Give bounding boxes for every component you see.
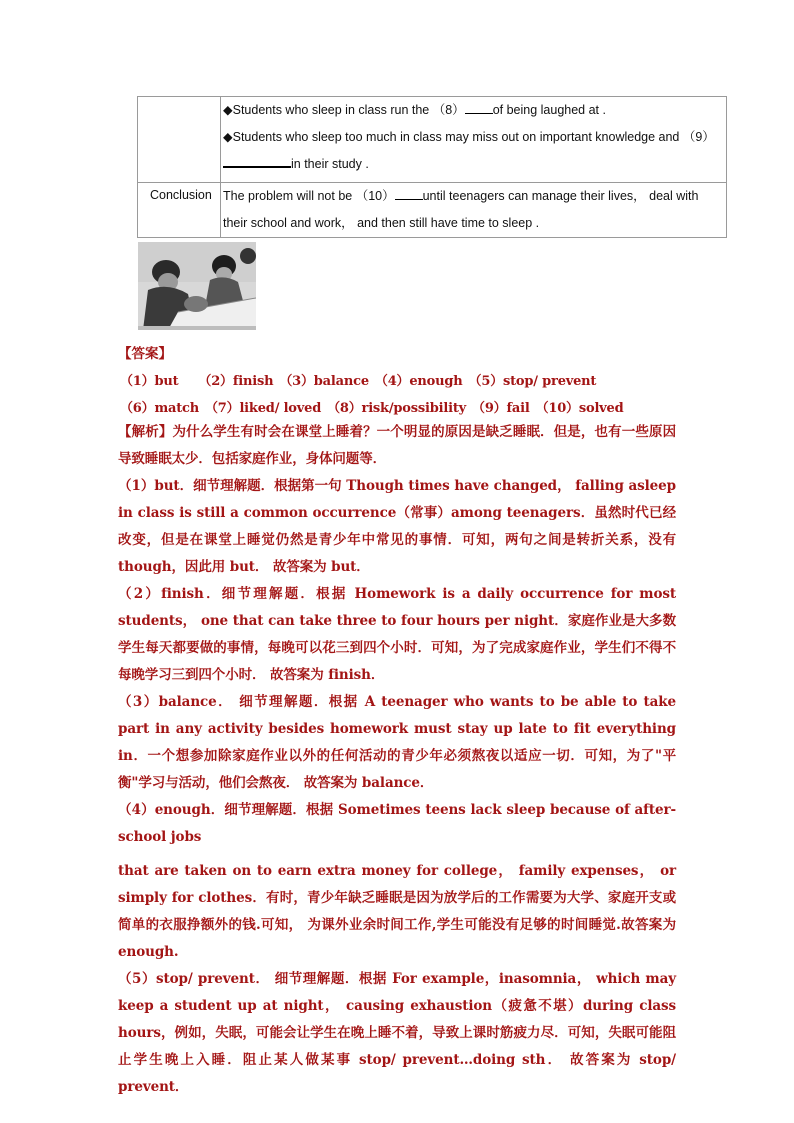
conclusion-label: Conclusion — [150, 188, 212, 202]
students-sleeping-photo — [138, 242, 256, 330]
table-line: their school and work， and then still have time to sleep . — [223, 216, 540, 230]
analysis-paragraph-5: （5）stop/ prevent． 细节理解题．根据 For example，inasomnia， which may keep a student up at night， causing exhaustion（疲惫不堪）during class hours，例如，失眠，可能会让学生在晚上睡不着，导致上课时筋疲力尽．可知，失眠可能阻止学生晚上入睡．阻止某人做某事 stop/ prevent…doing sth． 故答案为 stop/ prevent． — [118, 971, 676, 1095]
table-row — [138, 183, 727, 238]
table-row — [138, 97, 727, 183]
table-cell-label — [138, 183, 221, 238]
table-line: The problem will not be （10） until teenagers can manage their lives， deal with — [223, 189, 699, 203]
analysis-paragraph-1: （1）but．细节理解题．根据第一句 Though times have changed， falling asleep in class is still a common occurrence（常事）among teenagers．虽然时代已经改变，但是在课堂上睡觉仍然是青少年中常见的事情．可知，两句之间是转折关系，没有 though，因此用 but． 故答案为 but． — [118, 478, 676, 575]
answer-heading: 【答案】 — [118, 346, 172, 362]
analysis-intro: 【解析】为什么学生有时会在课堂上睡着？一个明显的原因是缺乏睡眠．但是，也有一些原因导致睡眠太少．包括家庭作业，身体问题等． — [118, 424, 676, 467]
analysis-paragraph-4b: that are taken on to earn extra money for college， family expenses， or simply for clothes．有时，青少年缺乏睡眠是因为放学后的工作需要为大学、家庭开支或简单的衣服挣额外的钱.可知， 为课外业余时间工作,学生可能没有足够的时间睡觉.故答案为 enough. — [118, 863, 676, 960]
answer-item: （2）finish — [198, 374, 274, 389]
answer-item: （9）fail — [472, 401, 530, 416]
answer-item: （6）match — [120, 401, 199, 416]
table-line: in their study . — [221, 151, 726, 178]
answer-blank-9 — [223, 156, 291, 168]
analysis-paragraph-2: （2）finish．细节理解题．根据 Homework is a daily occurrence for most students， one that can take three to four hours per night．家庭作业是大多数学生每天都要做的事情，每晚可以花三到四个小时．可知，为了完成家庭作业，学生们不得不每晚学习三到四个小时． 故答案为 finish． — [118, 586, 676, 683]
table-line: ◆Students who sleep in class run the （8） of being laughed at . — [223, 103, 606, 117]
table-line: ◆Students who sleep too much in class may miss out on important knowledge and （9） — [223, 130, 715, 144]
analysis-paragraph-3: （3）balance． 细节理解题．根据 A teenager who wants to be able to take part in any activity besides homework must stay up late to fit everything in．一个想参加除家庭作业以外的任何活动的青少年必须熬夜以适应一切．可知，为了"平衡"学习与活动，他们会熬夜． 故答案为 balance． — [118, 694, 676, 791]
answer-item: （5）stop/ prevent — [468, 374, 597, 389]
summary-table — [137, 96, 727, 238]
analysis-paragraph-4a: （4）enough．细节理解题．根据 Sometimes teens lack sleep because of after-school jobs — [118, 802, 676, 845]
analysis-section — [118, 419, 676, 1101]
table-cell-conclusion — [221, 183, 727, 238]
answer-blank-10 — [395, 189, 423, 200]
answer-item: （7）liked/ loved — [205, 401, 322, 416]
table-cell-details — [221, 97, 727, 183]
answer-item: （3）balance — [279, 374, 369, 389]
answer-item: （8）risk/possibility — [327, 401, 467, 416]
answer-item: （10）solved — [535, 401, 624, 416]
answer-blank-8 — [465, 103, 493, 114]
table-cell-empty — [138, 97, 221, 183]
answer-item: （1）but — [120, 374, 179, 389]
answers-row-1 — [120, 370, 606, 389]
answers-row-2 — [120, 397, 634, 416]
answer-item: （4）enough — [374, 374, 463, 389]
